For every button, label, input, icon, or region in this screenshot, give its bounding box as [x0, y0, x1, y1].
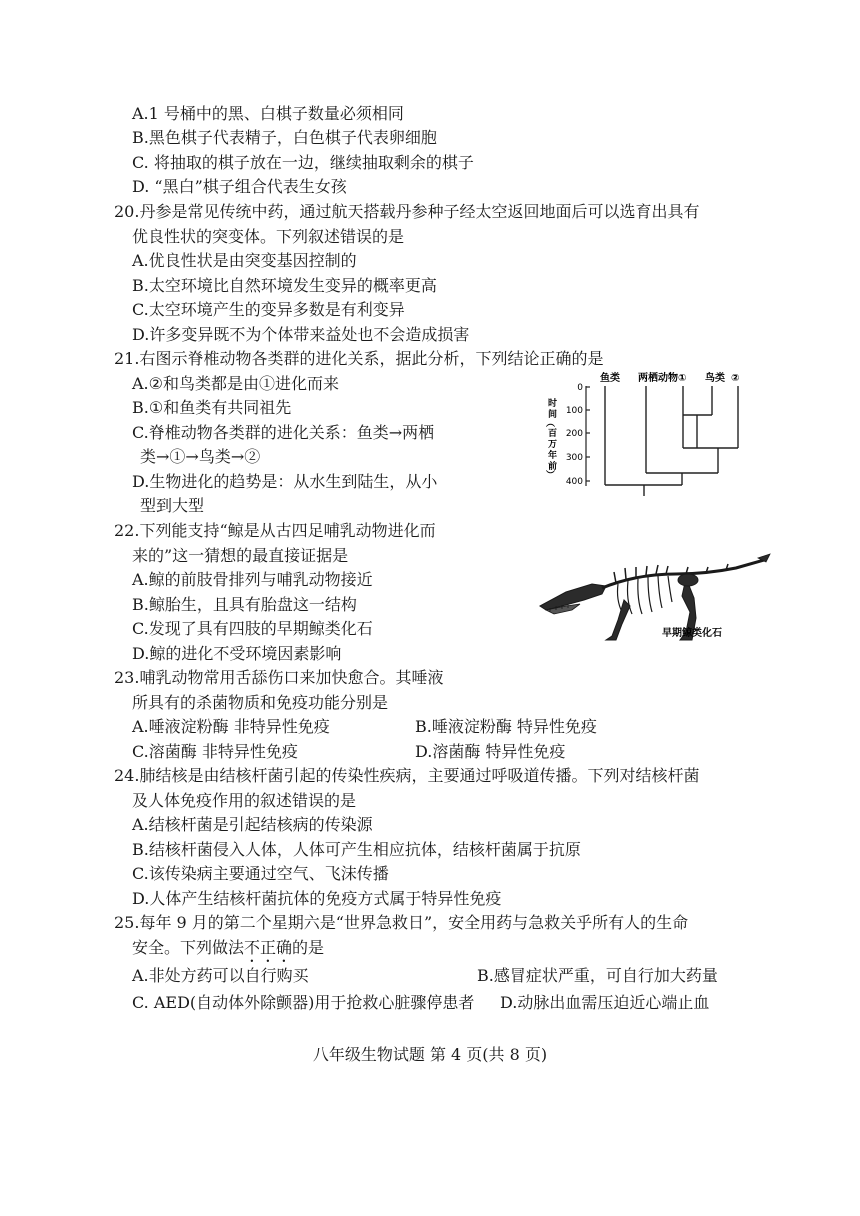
q24-option-d: D.人体产生结核杆菌抗体的免疫方式属于特异性免疫 — [132, 889, 502, 908]
q24-option-b: B.结核杆菌侵入人体，人体可产生相应抗体，结核杆菌属于抗原 — [132, 840, 581, 859]
q25-option-a: A.非处方药可以自行购买 — [132, 966, 309, 985]
q25-option-c: C. AED(自动体外除颤器)用于抢救心脏骤停患者 — [132, 993, 475, 1012]
phylogenetic-tree-figure — [542, 368, 788, 498]
svg-text:时: 时 — [548, 399, 558, 409]
q23-option-a: A.唾液淀粉酶 非特异性免疫 — [132, 717, 330, 736]
q21-stem: 21.右图示脊椎动物各类群的进化关系，据此分析，下列结论正确的是 — [114, 349, 604, 368]
q25-stem-line2 — [132, 938, 324, 966]
tree-label-amphibian: 两栖动物 — [638, 373, 678, 384]
svg-text:年: 年 — [548, 451, 558, 461]
q21-option-c-line1: C.脊椎动物各类群的进化关系：鱼类→两栖 — [132, 423, 435, 442]
svg-text:间: 间 — [548, 410, 558, 420]
svg-text:万: 万 — [548, 440, 558, 450]
q22-option-a: A.鲸的前肢骨排列与哺乳动物接近 — [132, 570, 373, 589]
q20-option-d: D.许多变异既不为个体带来益处也不会造成损害 — [132, 325, 470, 344]
tree-tick-400: 400 — [565, 477, 583, 487]
q22-option-b: B.鲸胎生，且具有胎盘这一结构 — [132, 595, 357, 614]
svg-text:︵: ︵ — [546, 419, 556, 429]
q20-option-a: A.优良性状是由突变基因控制的 — [132, 251, 357, 270]
q21-option-d-line1: D.生物进化的趋势是：从水生到陆生，从小 — [132, 472, 438, 491]
q20-option-b: B.太空环境比自然环境发生变异的概率更高 — [132, 276, 437, 295]
tree-label-1: ① — [678, 373, 687, 384]
tree-y-axis-title — [546, 397, 557, 481]
tree-label-2: ② — [731, 373, 740, 384]
q23-option-b: B.唾液淀粉酶 特异性免疫 — [415, 717, 597, 736]
q20-stem-line2: 优良性状的突变体。下列叙述错误的是 — [132, 227, 405, 246]
q24-option-c: C.该传染病主要通过空气、飞沫传播 — [132, 864, 389, 883]
q24-option-a: A.结核杆菌是引起结核病的传染源 — [132, 815, 373, 834]
tree-branches — [605, 386, 738, 496]
page-footer: 八年级生物试题 第 4 页(共 8 页) — [312, 1045, 548, 1064]
q25-stem-text-a: 安全。下列做法 — [132, 938, 245, 957]
tree-label-fish: 鱼类 — [600, 373, 620, 384]
q25-option-d: D.动脉出血需压迫近心端止血 — [500, 993, 710, 1012]
svg-text:前: 前 — [548, 462, 558, 472]
q21-option-c-line2: 类→①→鸟类→② — [140, 447, 261, 466]
q22-stem-line2: 来的”这一猜想的最直接证据是 — [132, 546, 349, 565]
q20-option-c: C.太空环境产生的变异多数是有利变异 — [132, 300, 405, 319]
q23-stem-line2: 所具有的杀菌物质和免疫功能分别是 — [132, 693, 389, 712]
q25-option-b: B.感冒症状严重，可自行加大药量 — [477, 966, 718, 985]
tree-tick-200: 200 — [565, 429, 583, 439]
fossil-caption: 早期鲸类化石 — [662, 628, 722, 639]
q21-option-d-line2: 型到大型 — [140, 496, 205, 515]
q25-stem-line1: 25.每年 9 月的第二个星期六是“世界急救日”，安全用药与急救关乎所有人的生命 — [114, 913, 689, 932]
q24-stem-line2: 及人体免疫作用的叙述错误的是 — [132, 791, 357, 810]
q25-emphasis-not-correct: 不正确 — [244, 938, 293, 957]
tree-tick-0: 0 — [577, 383, 583, 393]
tree-axis — [586, 386, 590, 486]
q21-option-b: B.①和鱼类有共同祖先 — [132, 398, 292, 417]
q23-option-c: C.溶菌酶 非特异性免疫 — [132, 742, 298, 761]
fossil-skeleton-illustration — [540, 554, 770, 640]
q22-stem-line1: 22.下列能支持“鲸是从古四足哺乳动物进化而 — [114, 521, 436, 540]
tree-label-birds: 鸟类 — [705, 373, 725, 384]
q19-option-b: B.黑色棋子代表精子，白色棋子代表卵细胞 — [132, 128, 437, 147]
q19-option-d: D. “黑白”棋子组合代表生女孩 — [132, 177, 347, 196]
whale-fossil-figure — [536, 548, 772, 648]
tree-tick-300: 300 — [565, 453, 583, 463]
svg-text:︶: ︶ — [546, 471, 556, 481]
q23-option-d: D.溶菌酶 特异性免疫 — [415, 742, 566, 761]
q22-option-c: C.发现了具有四肢的早期鲸类化石 — [132, 619, 373, 638]
q21-option-a: A.②和鸟类都是由①进化而来 — [132, 374, 339, 393]
q20-stem-line1: 20.丹参是常见传统中药，通过航天搭载丹参种子经太空返回地面后可以选育出具有 — [114, 202, 700, 221]
q24-stem-line1: 24.肺结核是由结核杆菌引起的传染性疾病，主要通过呼吸道传播。下列对结核杆菌 — [114, 766, 700, 785]
q19-option-a: A.1 号桶中的黑、白棋子数量必须相同 — [132, 104, 404, 123]
q22-option-d: D.鲸的进化不受环境因素影响 — [132, 644, 342, 663]
svg-text:百: 百 — [548, 429, 558, 439]
q25-stem-text-c: 的是 — [292, 938, 325, 957]
tree-tick-100: 100 — [565, 406, 583, 416]
q19-option-c: C. 将抽取的棋子放在一边，继续抽取剩余的棋子 — [132, 153, 474, 172]
q23-stem-line1: 23.哺乳动物常用舌舔伤口来加快愈合。其唾液 — [114, 668, 444, 687]
